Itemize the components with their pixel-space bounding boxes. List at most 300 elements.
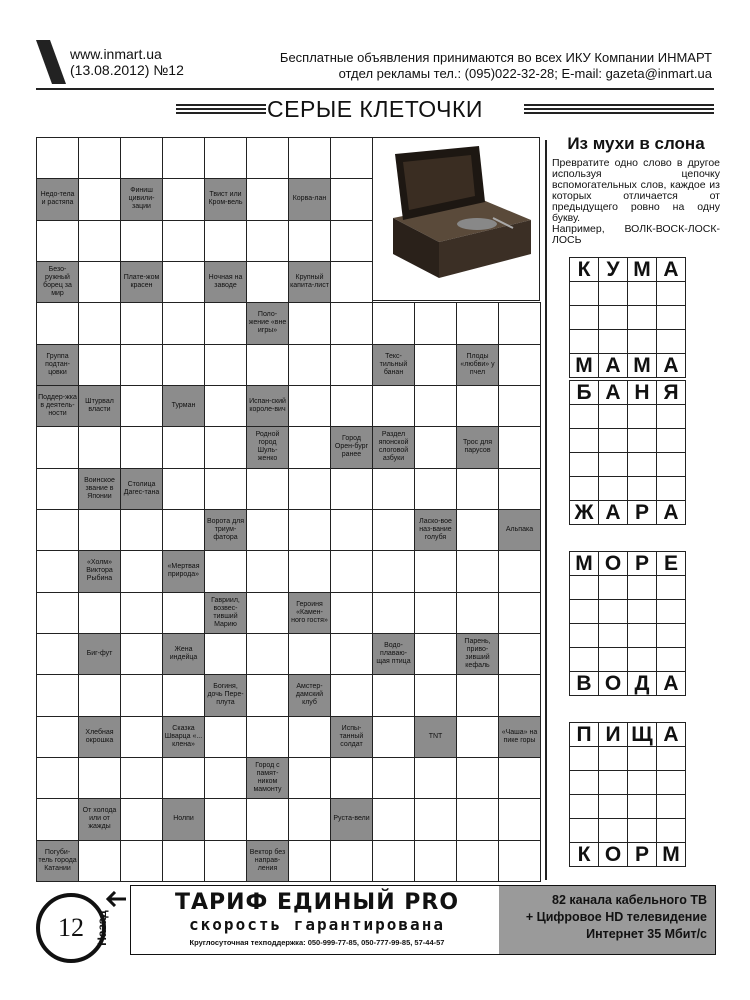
answer-cell[interactable] [246,674,289,716]
clue-cell: Водо-плаваю-щая птица [372,633,415,675]
ladder-blank-cell[interactable] [598,818,628,843]
clue-cell: Вектор без направ-ления [246,840,289,882]
answer-cell[interactable] [204,633,247,675]
header-right [280,50,712,82]
title-bars-right [524,104,714,116]
clue-cell: Штурвал власти [78,385,121,427]
ladder-blank-cell[interactable] [627,452,657,477]
ladder-blank-row [570,624,690,648]
answer-cell[interactable] [36,674,79,716]
ladder-letter: Р [627,500,657,525]
answer-cell[interactable] [36,550,79,592]
ladder-blank-cell[interactable] [569,428,599,453]
answer-cell[interactable] [372,716,415,758]
answer-cell[interactable] [120,716,163,758]
answer-cell[interactable] [498,757,541,799]
answer-cell[interactable] [36,220,79,262]
answer-cell[interactable] [78,261,121,303]
answer-cell[interactable] [498,426,541,468]
answer-cell[interactable] [246,220,289,262]
answer-cell[interactable] [498,468,541,510]
answer-cell[interactable] [498,302,541,344]
ladder-letter: Б [569,380,599,405]
answer-cell[interactable] [456,592,499,634]
answer-cell[interactable] [414,757,457,799]
ladder-end-word [570,501,690,525]
answer-cell[interactable] [204,220,247,262]
ladder-blank-cell[interactable] [656,476,686,501]
answer-cell[interactable] [456,674,499,716]
answer-cell[interactable] [78,220,121,262]
answer-cell[interactable] [330,509,373,551]
word-ladder [570,258,690,378]
answer-cell[interactable] [414,302,457,344]
ladder-blank-cell[interactable] [627,746,657,771]
answer-cell[interactable] [120,840,163,882]
answer-cell[interactable] [414,798,457,840]
answer-cell[interactable] [162,468,205,510]
answer-cell[interactable] [162,178,205,220]
answer-cell[interactable] [246,178,289,220]
ladder-blank-cell[interactable] [627,818,657,843]
ladder-letter: А [656,257,686,282]
answer-cell[interactable] [204,757,247,799]
ladder-blank-cell[interactable] [598,575,628,600]
answer-cell[interactable] [498,840,541,882]
answer-cell[interactable] [246,633,289,675]
ladder-blank-cell[interactable] [569,476,599,501]
answer-cell[interactable] [78,509,121,551]
answer-cell[interactable] [288,137,331,179]
answer-cell[interactable] [288,385,331,427]
answer-cell[interactable] [288,468,331,510]
answer-cell[interactable] [162,592,205,634]
section-title-row [36,94,714,128]
ladder-blank-cell[interactable] [569,599,599,624]
ladder-blank-cell[interactable] [598,770,628,795]
answer-cell[interactable] [498,633,541,675]
ladder-blank-cell[interactable] [598,599,628,624]
ladder-blank-cell[interactable] [569,770,599,795]
answer-cell[interactable] [246,592,289,634]
answer-cell[interactable] [288,302,331,344]
answer-cell[interactable] [498,344,541,386]
answer-cell[interactable] [330,302,373,344]
answer-cell[interactable] [162,426,205,468]
answer-cell[interactable] [456,840,499,882]
answer-cell[interactable] [414,550,457,592]
answer-cell[interactable] [162,344,205,386]
ladder-letter: Р [627,842,657,867]
ladder-blank-cell[interactable] [656,428,686,453]
ads-notice: Бесплатные объявления принимаются во всех ИКУ Компании ИНМАРТ [279,50,712,65]
clue-cell: Руста-вели [330,798,373,840]
ladder-blank-cell[interactable] [627,575,657,600]
answer-cell[interactable] [330,178,373,220]
ladder-blank-cell[interactable] [627,794,657,819]
answer-cell[interactable] [246,550,289,592]
ladder-letter: К [569,257,599,282]
answer-cell[interactable] [288,716,331,758]
ladder-start-word [570,258,690,282]
answer-cell[interactable] [414,592,457,634]
answer-cell[interactable] [372,757,415,799]
answer-cell[interactable] [36,426,79,468]
answer-cell[interactable] [120,550,163,592]
answer-cell[interactable] [456,468,499,510]
answer-cell[interactable] [120,137,163,179]
ladder-blank-cell[interactable] [598,428,628,453]
answer-cell[interactable] [162,261,205,303]
answer-cell[interactable] [204,385,247,427]
ladder-blank-cell[interactable] [656,599,686,624]
answer-cell[interactable] [36,592,79,634]
answer-cell[interactable] [372,550,415,592]
answer-cell[interactable] [204,840,247,882]
answer-cell[interactable] [288,220,331,262]
answer-cell[interactable] [246,716,289,758]
ladder-blank-cell[interactable] [569,452,599,477]
answer-cell[interactable] [204,426,247,468]
answer-cell[interactable] [162,509,205,551]
clue-cell: Твист или Кром-вель [204,178,247,220]
answer-cell[interactable] [204,468,247,510]
ladder-letter: А [656,500,686,525]
answer-cell[interactable] [120,385,163,427]
answer-cell[interactable] [36,137,79,179]
answer-cell[interactable] [498,674,541,716]
ladder-blank-cell[interactable] [627,281,657,306]
ladder-blank-cell[interactable] [656,329,686,354]
ladder-blank-row [570,576,690,600]
ladder-blank-cell[interactable] [569,794,599,819]
ladder-blank-cell[interactable] [656,818,686,843]
ladder-blank-cell[interactable] [598,794,628,819]
ladder-letter: Д [627,671,657,696]
answer-cell[interactable] [456,385,499,427]
answer-cell[interactable] [372,674,415,716]
clue-cell: Жена индейца [162,633,205,675]
answer-cell[interactable] [330,261,373,303]
clue-cell: Недо-тела и растяпа [36,178,79,220]
answer-cell[interactable] [204,550,247,592]
ladder-blank-cell[interactable] [569,818,599,843]
answer-cell[interactable] [204,302,247,344]
answer-cell[interactable] [330,137,373,179]
ladder-blank-cell[interactable] [598,305,628,330]
answer-cell[interactable] [414,840,457,882]
ladder-blank-cell[interactable] [569,404,599,429]
answer-cell[interactable] [456,716,499,758]
word-ladder-intro: Превратите одно слово в другое используя цепочку вспомогательных слов, каждое из которых отличается от предыдущего ровно на одну букву. Например, ВОЛК-ВОСК-ЛОСК-ЛОСЬ [552,157,720,246]
answer-cell[interactable] [456,757,499,799]
answer-cell[interactable] [36,468,79,510]
ladder-blank-row [570,477,690,501]
ladder-blank-cell[interactable] [656,404,686,429]
answer-cell[interactable] [78,757,121,799]
ladder-blank-cell[interactable] [627,404,657,429]
ladder-blank-cell[interactable] [627,329,657,354]
ladder-blank-cell[interactable] [656,647,686,672]
answer-cell[interactable] [120,633,163,675]
answer-cell[interactable] [162,840,205,882]
ladder-blank-cell[interactable] [598,476,628,501]
answer-cell[interactable] [330,550,373,592]
answer-cell[interactable] [498,592,541,634]
ladder-blank-row [570,330,690,354]
ladder-letter: Р [627,551,657,576]
answer-cell[interactable] [330,468,373,510]
clue-cell: Трос для парусов [456,426,499,468]
answer-cell[interactable] [246,468,289,510]
answer-cell[interactable] [456,509,499,551]
clue-cell: Раздел японской слоговой азбуки [372,426,415,468]
ladder-blank-cell[interactable] [569,746,599,771]
answer-cell[interactable] [120,757,163,799]
clue-cell: Испы-танный солдат [330,716,373,758]
answer-cell[interactable] [288,757,331,799]
ladder-blank-cell[interactable] [656,281,686,306]
answer-cell[interactable] [162,137,205,179]
clue-cell: Ласко-вое наз-вание голубя [414,509,457,551]
ladder-blank-cell[interactable] [598,647,628,672]
answer-cell[interactable] [162,220,205,262]
answer-cell[interactable] [372,509,415,551]
back-button[interactable] [94,891,126,961]
answer-cell[interactable] [372,302,415,344]
ladder-blank-cell[interactable] [569,305,599,330]
ladder-blank-cell[interactable] [598,623,628,648]
ladder-letter: Ж [569,500,599,525]
clue-cell: «Холм» Виктора Рыбина [78,550,121,592]
clue-cell: Погуби-тель города Катании [36,840,79,882]
clue-cell: Хлебная окрошка [78,716,121,758]
ladder-letter: А [656,722,686,747]
ladder-blank-cell[interactable] [656,305,686,330]
answer-cell[interactable] [288,840,331,882]
answer-cell[interactable] [288,550,331,592]
answer-cell[interactable] [36,798,79,840]
answer-cell[interactable] [204,344,247,386]
ladder-letter: Е [656,551,686,576]
answer-cell[interactable] [414,426,457,468]
answer-cell[interactable] [330,674,373,716]
answer-cell[interactable] [414,344,457,386]
ladder-blank-cell[interactable] [656,452,686,477]
column-divider [545,140,547,880]
answer-cell[interactable] [246,344,289,386]
ladder-blank-cell[interactable] [598,329,628,354]
ladder-letter: М [627,257,657,282]
answer-cell[interactable] [498,798,541,840]
answer-cell[interactable] [204,798,247,840]
answer-cell[interactable] [246,261,289,303]
answer-cell[interactable] [288,509,331,551]
answer-cell[interactable] [120,344,163,386]
answer-cell[interactable] [288,426,331,468]
ladder-letter: О [598,671,628,696]
clue-cell: Биг-фут [78,633,121,675]
answer-cell[interactable] [120,798,163,840]
answer-cell[interactable] [414,385,457,427]
clue-cell: Родной город Шуль-женко [246,426,289,468]
answer-cell[interactable] [36,633,79,675]
answer-cell[interactable] [330,757,373,799]
answer-cell[interactable] [78,137,121,179]
answer-cell[interactable] [246,798,289,840]
ladder-blank-row [570,771,690,795]
ladder-blank-row [570,819,690,843]
answer-cell[interactable] [414,674,457,716]
answer-cell[interactable] [162,757,205,799]
ladder-blank-cell[interactable] [598,404,628,429]
clue-cell: Ворота для триум-фатора [204,509,247,551]
ladder-blank-cell[interactable] [656,623,686,648]
footer [36,883,714,963]
ladder-blank-cell[interactable] [656,794,686,819]
ladder-blank-row [570,453,690,477]
ladder-blank-row [570,405,690,429]
answer-cell[interactable] [120,302,163,344]
ladder-letter: М [656,842,686,867]
ladder-blank-cell[interactable] [627,770,657,795]
answer-cell[interactable] [372,592,415,634]
answer-cell[interactable] [330,385,373,427]
answer-cell[interactable] [246,509,289,551]
answer-cell[interactable] [78,426,121,468]
answer-cell[interactable] [36,302,79,344]
answer-cell[interactable] [204,716,247,758]
answer-cell[interactable] [456,550,499,592]
word-ladder-title: Из мухи в слона [567,134,705,153]
header-divider [36,88,714,90]
ad-banner[interactable] [130,885,716,955]
ladder-start-word [570,723,690,747]
answer-cell[interactable] [120,509,163,551]
answer-cell[interactable] [330,840,373,882]
ad-title: ТАРИФ ЕДИНЫЙ PRO [174,890,460,915]
answer-cell[interactable] [78,344,121,386]
ad-feature-1: 82 канала кабельного ТВ [552,893,707,907]
answer-cell[interactable] [246,137,289,179]
answer-cell[interactable] [78,592,121,634]
clue-cell: Город с памят-ником мамонту [246,757,289,799]
clue-cell: «Чаша» на пике горы [498,716,541,758]
ladder-blank-cell[interactable] [627,428,657,453]
answer-cell[interactable] [330,633,373,675]
answer-cell[interactable] [330,592,373,634]
page-number: 12 [36,893,106,963]
ladder-letter: М [627,353,657,378]
clue-cell: Крупный капита-лист [288,261,331,303]
ladder-blank-cell[interactable] [656,575,686,600]
ladder-letter: А [656,353,686,378]
ladder-letter: Н [627,380,657,405]
ladder-end-word [570,672,690,696]
ladder-blank-cell[interactable] [656,770,686,795]
answer-cell[interactable] [120,674,163,716]
answer-cell[interactable] [372,840,415,882]
ladder-blank-cell[interactable] [627,305,657,330]
ladder-blank-row [570,429,690,453]
ladder-blank-cell[interactable] [598,452,628,477]
ladder-blank-cell[interactable] [569,647,599,672]
answer-cell[interactable] [120,426,163,468]
ladder-letter: Щ [627,722,657,747]
ad-subtitle: скорость гарантирована [189,915,445,934]
answer-cell[interactable] [120,592,163,634]
answer-cell[interactable] [330,344,373,386]
answer-cell[interactable] [330,220,373,262]
ladder-blank-cell[interactable] [569,623,599,648]
ladder-letter: О [598,842,628,867]
answer-cell[interactable] [78,674,121,716]
clue-cell: Группа подтан-цовки [36,344,79,386]
ladder-letter: А [598,380,628,405]
answer-cell[interactable] [288,798,331,840]
ladder-letter: У [598,257,628,282]
ladder-blank-cell[interactable] [569,329,599,354]
word-ladder [570,381,690,525]
answer-cell[interactable] [120,220,163,262]
ad-main [137,890,497,947]
ladder-blank-cell[interactable] [598,281,628,306]
answer-cell[interactable] [78,302,121,344]
clue-cell: Амстер-дамский клуб [288,674,331,716]
ladder-blank-cell[interactable] [627,599,657,624]
ladder-blank-cell[interactable] [656,746,686,771]
ladder-blank-row [570,600,690,624]
clue-cell: Текс-тильный банан [372,344,415,386]
site-url[interactable]: www.inmart.ua [70,46,162,62]
clue-cell: Плате-жом красен [120,261,163,303]
answer-cell[interactable] [456,302,499,344]
answer-cell[interactable] [498,550,541,592]
clue-cell: Богиня, дочь Пере-плута [204,674,247,716]
ladder-blank-cell[interactable] [598,746,628,771]
clue-cell: Героиня «Камен-ного гостя» [288,592,331,634]
answer-cell[interactable] [456,798,499,840]
ladder-blank-row [570,282,690,306]
answer-cell[interactable] [78,178,121,220]
ads-contacts: отдел рекламы тел.: (095)022-32-28; E-mail: gazeta@inmart.ua [338,66,712,81]
ad-features [499,886,715,954]
answer-cell[interactable] [372,798,415,840]
answer-cell[interactable] [36,509,79,551]
answer-cell[interactable] [372,385,415,427]
answer-cell[interactable] [162,674,205,716]
ladder-blank-cell[interactable] [569,281,599,306]
answer-cell[interactable] [288,344,331,386]
answer-cell[interactable] [288,633,331,675]
ladder-blank-cell[interactable] [569,575,599,600]
answer-cell[interactable] [498,385,541,427]
answer-cell[interactable] [36,716,79,758]
clue-cell: Альпака [498,509,541,551]
answer-cell[interactable] [414,633,457,675]
answer-cell[interactable] [78,840,121,882]
answer-cell[interactable] [372,468,415,510]
ladder-blank-row [570,648,690,672]
ladder-letter: М [569,551,599,576]
ladder-blank-cell[interactable] [627,623,657,648]
ladder-blank-cell[interactable] [627,476,657,501]
answer-cell[interactable] [204,137,247,179]
answer-cell[interactable] [36,757,79,799]
answer-cell[interactable] [414,468,457,510]
answer-cell[interactable] [162,302,205,344]
ladder-blank-cell[interactable] [627,647,657,672]
